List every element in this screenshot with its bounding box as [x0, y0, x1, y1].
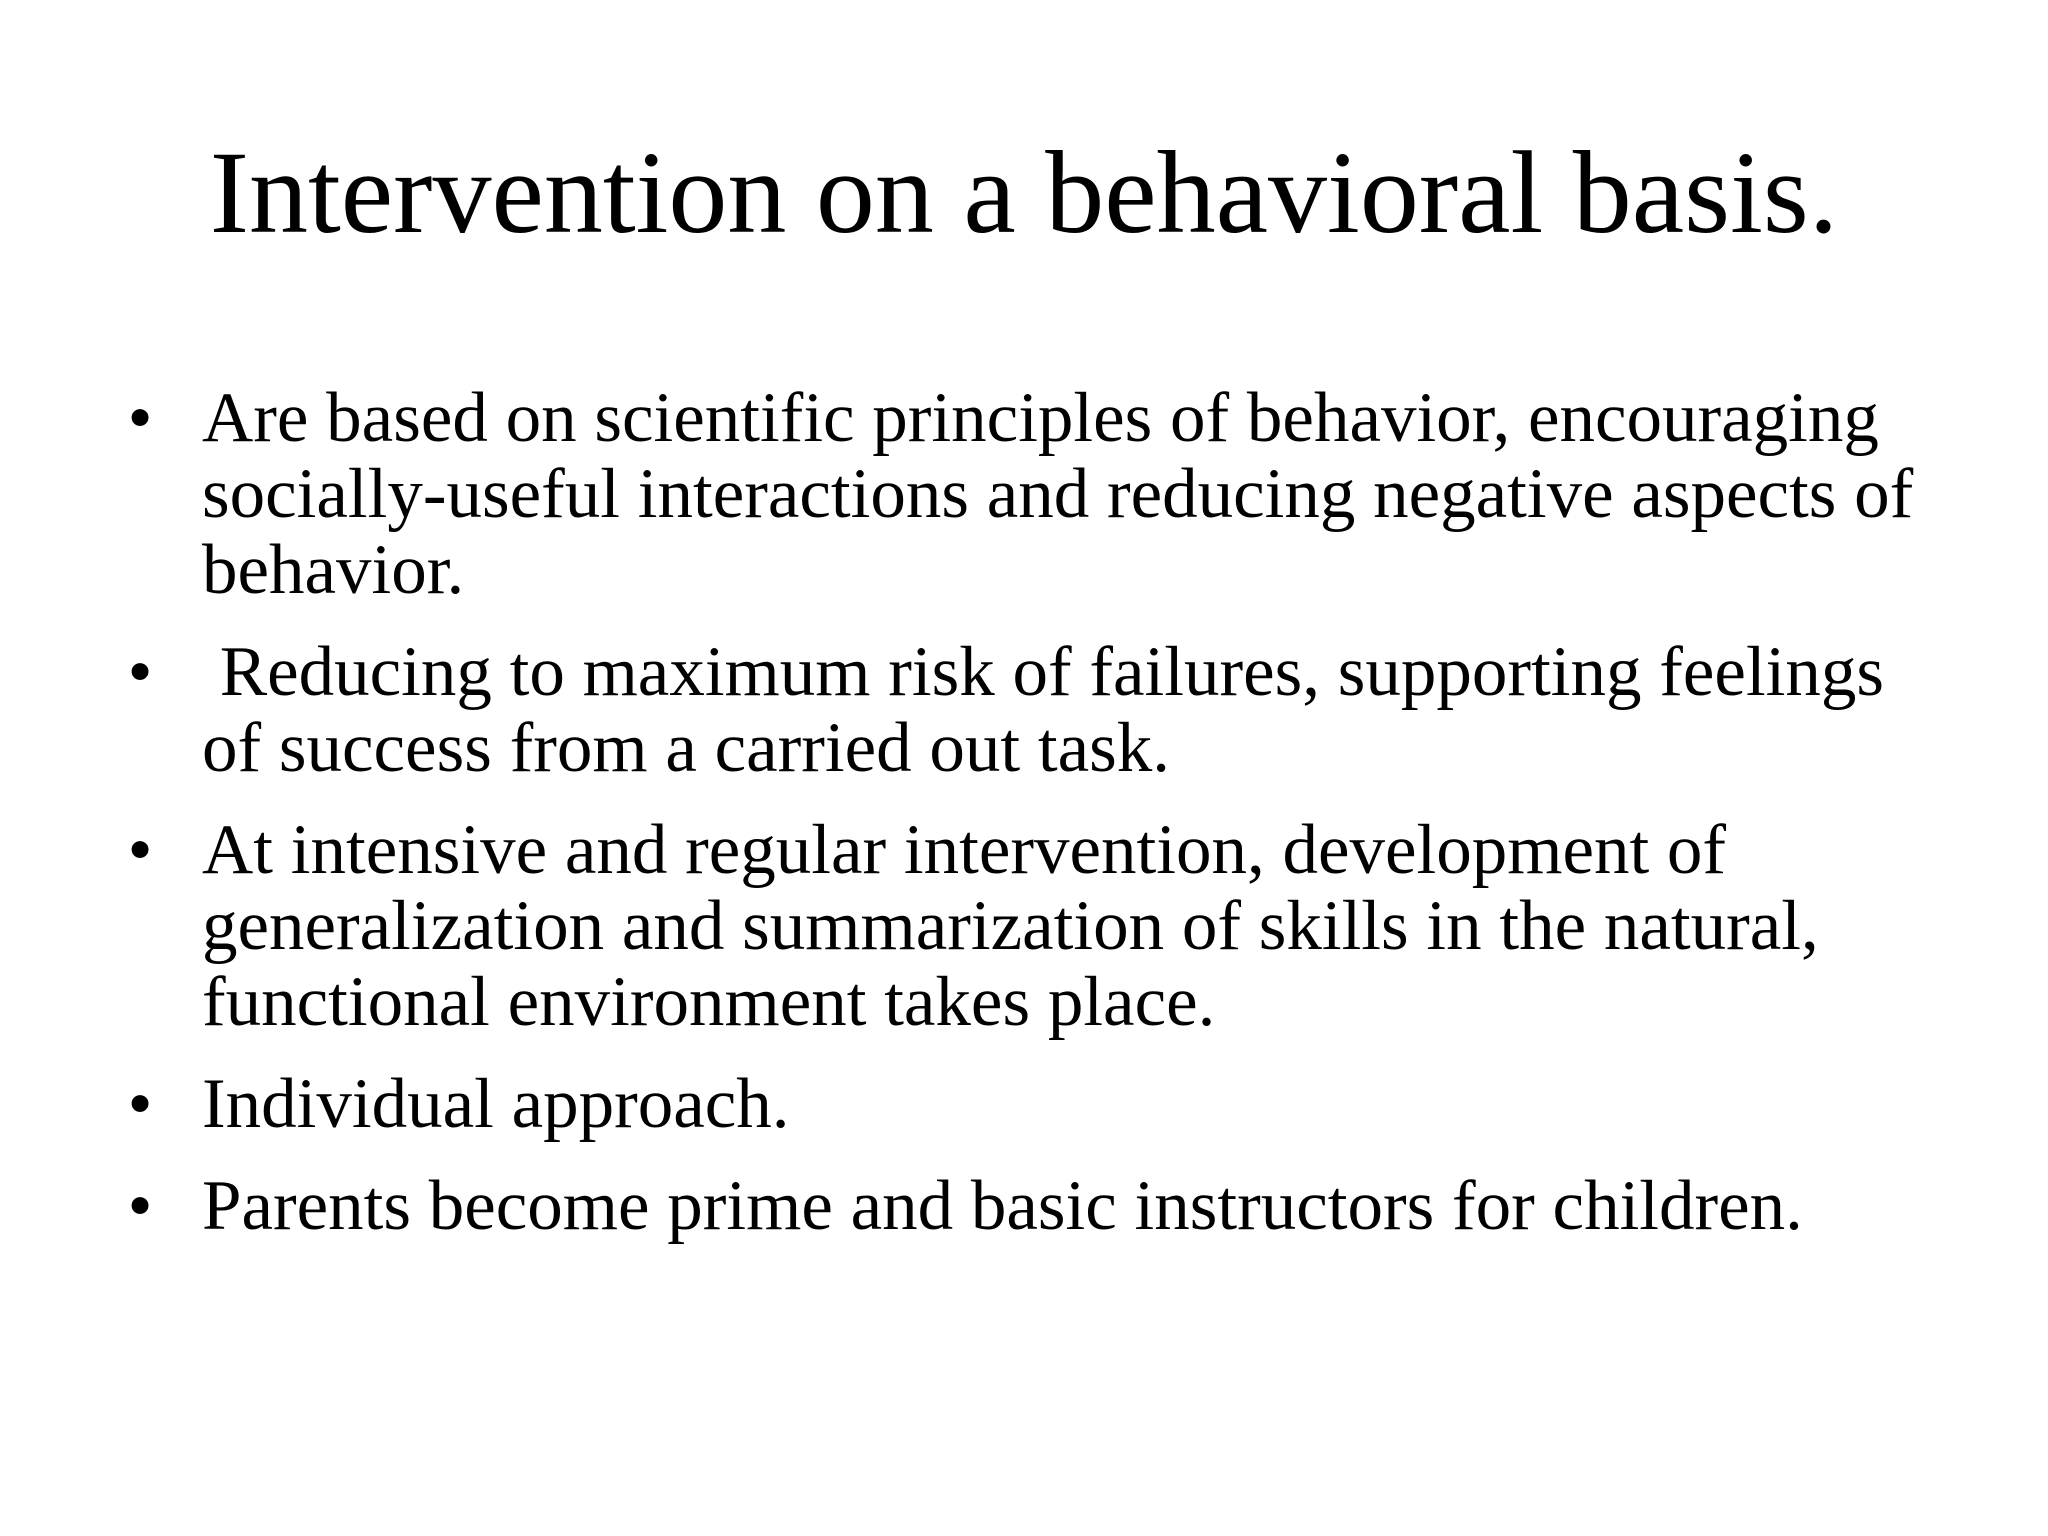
bullet-item — [120, 380, 1950, 608]
bullet-icon: • — [127, 1167, 153, 1245]
bullet-text: Are based on scientific principles of behavior, encouraging socially-useful interactions and reducing negative aspects of behavior. — [202, 379, 1932, 609]
bullet-text: Individual approach. — [202, 1065, 790, 1143]
bullet-item — [120, 812, 1950, 1040]
bullet-list — [120, 380, 1950, 1270]
bullet-item — [120, 634, 1950, 786]
bullet-item — [120, 1168, 1950, 1244]
slide-title: Intervention on a behavioral basis. — [209, 127, 1839, 258]
bullet-item — [120, 1066, 1950, 1142]
bullet-text: At intensive and regular intervention, development of generalization and summarization of skills in the natural, functional environment takes place. — [202, 811, 1837, 1041]
bullet-icon: • — [127, 633, 153, 711]
bullet-icon: • — [127, 1065, 153, 1143]
bullet-text: Reducing to maximum risk of failures, supporting feelings of success from a carried out task. — [202, 633, 1902, 787]
bullet-icon: • — [127, 811, 153, 889]
bullet-text: Parents become prime and basic instructors for children. — [202, 1167, 1803, 1245]
bullet-icon: • — [127, 379, 153, 457]
